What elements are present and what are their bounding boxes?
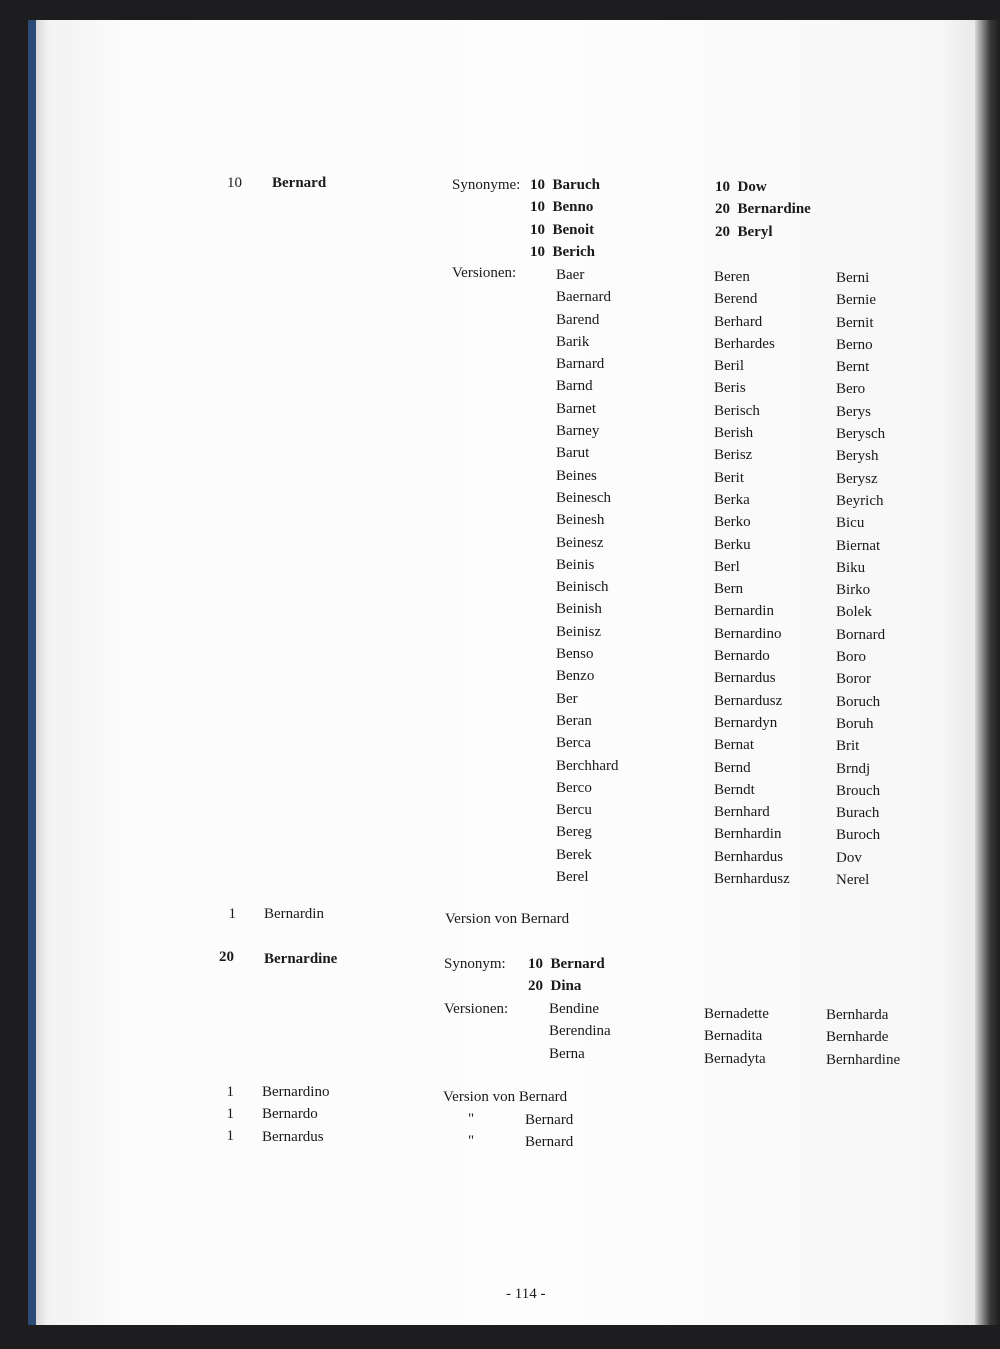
versions-label: Versionen: (444, 1001, 509, 1017)
version-item: Bernardin (714, 603, 774, 620)
version-item: Bornard (836, 626, 886, 643)
version-item: Bereg (556, 824, 592, 841)
version-item: Bernharda (826, 1007, 889, 1023)
version-item: Bernardusz (714, 692, 783, 709)
version-item: Bernd (714, 759, 751, 776)
version-item: Buroch (836, 827, 881, 844)
version-item: Bernhardusz (714, 871, 790, 888)
version-item: Berendina (549, 1023, 611, 1040)
version-item: Beris (714, 380, 746, 397)
version-item: Berek (556, 846, 592, 863)
version-item: Barnet (556, 400, 596, 417)
entry-note-bernardin: Version von Bernard (445, 911, 570, 927)
version-item: Berend (714, 291, 758, 308)
synonym-item: 10 Bernard (528, 956, 605, 972)
version-item: Beinisz (556, 623, 601, 640)
version-item: Boror (836, 671, 871, 688)
entry-count-bernardo: 1 (226, 1106, 234, 1122)
version-item: Bernhardus (714, 848, 784, 865)
version-item: Berko (714, 514, 751, 531)
version-item: Birko (836, 582, 871, 599)
ditto-mark: " (468, 1111, 475, 1127)
entry-count-bernardino: 1 (226, 1084, 234, 1100)
version-item: Benso (556, 646, 594, 663)
version-item: Bernardo (714, 648, 770, 665)
entry-count-bernardin: 1 (228, 906, 236, 922)
version-item: Boruch (836, 693, 881, 710)
version-item: Beran (556, 712, 592, 729)
version-item: Berco (556, 779, 592, 796)
version-item: Boro (836, 649, 866, 666)
entry-name-bernard: Bernard (272, 175, 327, 191)
version-item: Bern (714, 581, 744, 598)
version-item: Baer (556, 267, 585, 283)
version-item: Berish (714, 425, 754, 442)
version-item: Beinesch (556, 489, 611, 506)
entry-count-bernardus: 1 (226, 1128, 234, 1144)
version-item: Baernard (556, 289, 611, 306)
page-number: - 114 - (506, 1286, 546, 1302)
synonym-item: 10 Berich (530, 243, 595, 260)
version-item: Berca (556, 735, 591, 752)
version-item: Beinish (556, 601, 602, 618)
versions-column-2 (714, 266, 790, 890)
version-item: Bernadita (704, 1028, 763, 1045)
version-item: Berysh (836, 448, 879, 465)
version-item: Berysz (836, 470, 878, 487)
synonym-label: Synonyme: (452, 177, 521, 193)
synonym-item: 10 Benoit (530, 221, 595, 238)
versions-column-3 (836, 267, 885, 891)
synonym-item: 10 Dow (715, 179, 767, 195)
entry-count-bernardine: 20 (219, 949, 234, 965)
version-item: Dov (836, 849, 862, 866)
version-item: Brit (836, 738, 860, 755)
version-item: Berysch (836, 426, 886, 443)
page-gutter-shadow (975, 20, 1000, 1325)
version-item: Ber (556, 690, 578, 707)
version-item: Berni (836, 270, 870, 286)
entry-note-bernardus: Bernard (525, 1134, 574, 1150)
version-item: Barend (556, 311, 600, 328)
entry-name-bernardine: Bernardine (264, 951, 338, 967)
synonym-item: 20 Bernardine (715, 201, 811, 218)
synonym-item: 10 Baruch (530, 177, 601, 193)
synonym-item: 10 Benno (530, 199, 594, 216)
version-item: Bernardino (714, 625, 782, 642)
version-item: Berka (714, 491, 750, 508)
version-item: Bernardus (714, 670, 776, 687)
version-item: Beren (714, 269, 750, 285)
version-item: Brouch (836, 782, 881, 799)
synonym-list-right (715, 176, 811, 243)
version-item: Berna (549, 1045, 585, 1062)
synonym-item: 20 Dina (528, 978, 582, 995)
version-item: Berisz (714, 447, 753, 464)
version-item: Beinisch (556, 579, 609, 596)
version-item: Berhardes (714, 335, 775, 352)
version-item: Beyrich (836, 492, 884, 509)
version-item: Boruh (836, 715, 874, 732)
version-item: Biku (836, 559, 866, 576)
version-item: Bercu (556, 802, 592, 819)
version-item: Berys (836, 403, 871, 420)
version-item: Beines (556, 467, 597, 484)
version-item: Bernt (836, 359, 870, 376)
version-item: Berku (714, 536, 751, 553)
versions-column-2 (704, 1003, 769, 1070)
version-item: Berl (714, 558, 740, 575)
version-item: Bernhard (714, 804, 770, 821)
version-item: Barney (556, 423, 600, 440)
synonym-item: 20 Beryl (715, 223, 773, 240)
ditto-mark: " (468, 1133, 475, 1149)
synonym-list (528, 953, 605, 998)
version-item: Berchhard (556, 757, 619, 774)
entry-name-bernardino: Bernardino (262, 1084, 330, 1100)
version-item: Berndt (714, 781, 755, 798)
version-item: Barut (556, 445, 590, 462)
version-item: Bernadette (704, 1006, 769, 1022)
version-item: Bernardyn (714, 714, 778, 731)
version-item: Bernadyta (704, 1050, 766, 1067)
version-item: Berno (836, 336, 873, 353)
version-item: Beril (714, 358, 744, 375)
entry-name-bernardo: Bernardo (262, 1106, 318, 1122)
version-item: Bernhardine (826, 1051, 901, 1068)
entry-name-bernardin: Bernardin (264, 906, 324, 922)
versions-column-1 (549, 998, 611, 1065)
version-item: Bolek (836, 604, 872, 621)
version-item: Brndj (836, 760, 871, 777)
versions-column-1 (556, 264, 618, 888)
synonym-label: Synonym: (444, 956, 506, 972)
version-item: Bernit (836, 314, 874, 331)
version-item: Beinesz (556, 534, 604, 551)
version-item: Bendine (549, 1001, 599, 1017)
version-item: Bero (836, 381, 866, 398)
version-item: Burach (836, 805, 880, 822)
synonym-list (530, 174, 600, 263)
versions-column-3 (826, 1004, 900, 1071)
version-item: Bernhardin (714, 826, 782, 843)
entry-name-bernardus: Bernardus (262, 1129, 324, 1145)
entry-note-bernardo: Bernard (525, 1112, 574, 1128)
version-item: Biernat (836, 537, 881, 554)
version-item: Bernie (836, 292, 876, 309)
version-item: Beinesh (556, 512, 605, 529)
entry-count-bernard: 10 (227, 175, 242, 191)
entry-note-bernardino: Version von Bernard (443, 1089, 568, 1105)
version-item: Barnard (556, 356, 605, 373)
version-item: Beinis (556, 556, 595, 573)
version-item: Berit (714, 469, 744, 486)
version-item: Bernharde (826, 1029, 889, 1046)
version-item: Bernat (714, 737, 754, 754)
version-item: Berisch (714, 402, 760, 419)
version-item: Barnd (556, 378, 593, 395)
version-item: Berel (556, 869, 589, 886)
version-item: Barik (556, 333, 590, 350)
version-item: Benzo (556, 668, 595, 685)
versions-label: Versionen: (452, 265, 517, 281)
version-item: Nerel (836, 872, 870, 889)
version-item: Berhard (714, 313, 763, 330)
version-item: Bicu (836, 515, 865, 532)
